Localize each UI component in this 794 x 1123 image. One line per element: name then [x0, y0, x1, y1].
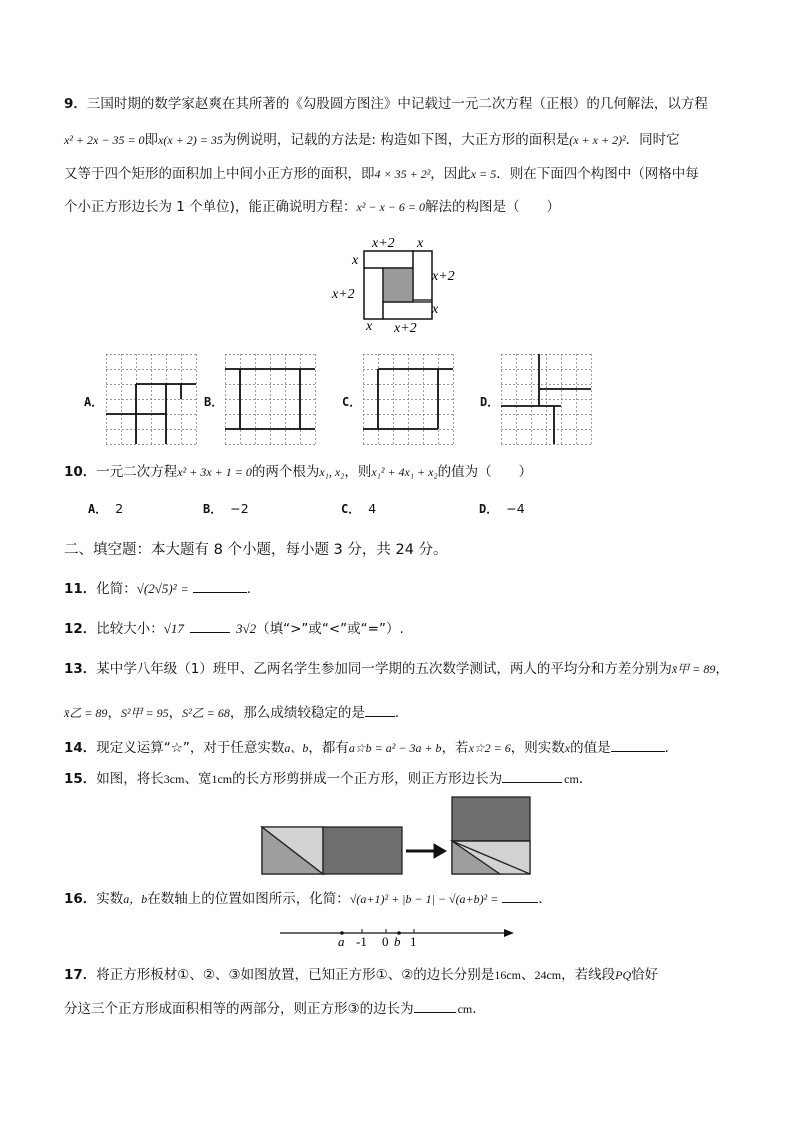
q16-expression: √(a+1)² + |b − 1| − √(a+b)² = [349, 892, 499, 906]
axis-label-a: a [338, 934, 345, 949]
q9-equation-2: x(x + 2) = 35 [158, 133, 223, 147]
q15-end: ． [578, 771, 593, 787]
q9-line4 [64, 197, 560, 217]
q17-segment: PQ [615, 968, 632, 982]
q9-big-square-area: (x + x + 2)² [569, 133, 626, 147]
q9-text-2c: ．同时它 [625, 132, 680, 148]
q15-text-c: 的长方形剪拼成一个正方形，则正方形边长为 [232, 771, 503, 787]
q9-zhao-shuang-figure [328, 232, 468, 336]
q9-equation: x² + 2x − 35 = 0 [64, 133, 145, 147]
fig-label-bottom2: x+2 [394, 321, 417, 336]
q17-unit: cm [457, 1002, 473, 1016]
q13-end: ． [394, 705, 409, 721]
q12-answer-blank[interactable] [190, 618, 230, 633]
q14-number: 14． [64, 740, 97, 756]
q10-option-b-label: B． [203, 502, 223, 516]
q9-option-b-label: B． [204, 395, 224, 409]
q9-option-d-grid [501, 354, 592, 445]
fig-label-left-top: x [352, 253, 359, 268]
q16-line [64, 888, 552, 909]
q15-unit: cm [564, 772, 579, 786]
q12-left-value: √17 [163, 621, 184, 636]
q9-text-1: 三国时期的数学家赵爽在其所著的《勾股圆方图注》中记载过一元二次方程（正根）的几何解法，以方程 [86, 96, 708, 112]
q10-text-c: ，则 [344, 464, 372, 480]
q9-option-c-label: C． [342, 395, 362, 409]
q11-line [64, 578, 260, 599]
q9-option-c-grid [363, 354, 454, 445]
q17-line1 [64, 965, 658, 985]
q16-number-line [278, 922, 518, 950]
q17-length-2: 24cm [534, 968, 562, 982]
q17-number: 17． [64, 967, 97, 983]
q14-text-b: ，都有 [308, 740, 349, 756]
q10-option-c [341, 500, 376, 517]
axis-arrow-icon [504, 929, 514, 937]
axis-label-minus-one: -1 [356, 934, 367, 949]
q10-option-b [203, 500, 249, 517]
q15-length: 3cm [163, 772, 185, 786]
q12-right-value: 3√2 [235, 621, 257, 636]
q11-text: 化简： [96, 581, 137, 597]
q15-line [64, 768, 592, 789]
q13-mean-jia: x̄甲 = 89 [671, 662, 716, 676]
q16-answer-blank[interactable] [502, 888, 538, 903]
q17-text-1c: 恰好 [631, 967, 659, 983]
q9-line1 [64, 94, 708, 114]
q12-text: 比较大小： [96, 621, 164, 637]
q15-text-b: 、宽 [184, 771, 212, 787]
q15-figure [260, 796, 534, 876]
q10-option-d-value: −4 [506, 501, 525, 516]
q14-definition: a☆b = a² − 3a + b [348, 741, 442, 755]
q17-end: ． [472, 1001, 486, 1017]
q10-line [64, 462, 532, 482]
q14-answer-blank[interactable] [611, 737, 665, 752]
q11-number: 11． [64, 581, 97, 597]
q10-option-a-value: 2 [115, 501, 124, 516]
q14-text-a: 现定义运算“☆”，对于任意实数 [96, 740, 285, 756]
q15-arrow-icon [406, 844, 446, 858]
q14-condition: x☆2 = 6 [468, 741, 511, 755]
q16-text-b: 在数轴上的位置如图所示，化简： [147, 891, 350, 907]
q9-text-2b: 为例说明，记载的方法是: 构造如下图，大正方形的面积是 [222, 132, 570, 148]
fig-label-top1: x+2 [372, 236, 395, 251]
axis-label-zero: 0 [382, 934, 389, 949]
q9-text-3b: ，因此 [430, 166, 471, 182]
q15-text-a: 如图，将长 [96, 771, 164, 787]
q9-text-4b: 解法的构图是（ ） [425, 199, 560, 215]
q15-rectangle [262, 827, 402, 874]
q11-end: ． [246, 581, 261, 597]
q9-line2 [64, 130, 680, 150]
q9-number: 9． [64, 96, 87, 112]
q10-option-d-label: D． [479, 502, 499, 516]
q14-vars: a、b [284, 741, 309, 755]
q16-end: ． [538, 891, 552, 907]
q17-text-2: 分这三个正方形成面积相等的两部分，则正方形③的边长为 [64, 1001, 414, 1017]
q16-vars: a，b [123, 892, 148, 906]
fig-label-left-bottom: x+2 [332, 287, 355, 302]
q17-text-1b: ，若线段 [561, 967, 616, 983]
q9-text-3c: ．则在下面四个构图中（网格中每 [496, 166, 699, 182]
axis-label-b: b [394, 934, 401, 949]
fig-label-right-bottom: x [432, 302, 439, 317]
q13-mean-yi: x̄乙 = 89 [64, 706, 108, 720]
q13-comma: ， [715, 661, 729, 677]
q13-text-1: 某中学八年级（1）班甲、乙两名学生参加同一学期的五次数学测试，两人的平均分和方差分别为 [96, 661, 672, 677]
q15-width: 1cm [211, 772, 233, 786]
q13-text-2: ，那么成绩较稳定的是 [229, 705, 365, 721]
q9-option-a-grid [106, 354, 197, 445]
q15-square [452, 797, 530, 874]
q11-equals: = [180, 582, 189, 596]
q9-option-b-grid [225, 354, 316, 445]
q9-option-d-label: D． [480, 395, 500, 409]
q10-option-d [479, 500, 525, 517]
fig-label-bottom1: x [366, 319, 373, 334]
q17-text-1: 将正方形板材①、②、③如图放置，已知正方形①、②的边长分别是 [96, 967, 495, 983]
q9-target-equation: x² − x − 6 = 0 [356, 200, 425, 214]
q9-text-3a: 又等于四个矩形的面积加上中间小正方形的面积，即 [64, 166, 375, 182]
q9-text-4a: 个小正方形边长为 1 个单位)，能正确说明方程： [64, 199, 357, 215]
q10-text-b: 的两个根为 [251, 464, 320, 480]
q13-number: 13． [64, 661, 97, 677]
q14-text-d: ，则实数 [510, 740, 565, 756]
q10-text-a: 一元二次方程 [96, 464, 178, 480]
q10-option-c-value: 4 [368, 501, 377, 516]
q14-line [64, 737, 678, 758]
q16-text-a: 实数 [96, 891, 124, 907]
q10-option-c-label: C． [341, 502, 361, 516]
q10-text-d: 的值为（ ） [437, 464, 533, 480]
q13-line2: x̄乙 = 89，S²甲 = 95，S²乙 = 68，那么成绩较稳定的是 ． [64, 702, 408, 723]
q13-answer-blank[interactable] [365, 702, 395, 717]
fig-label-right-top: x+2 [432, 269, 455, 284]
q17-line2 [64, 998, 486, 1019]
q14-end: ． [664, 740, 679, 756]
q12-hint: （填“>”或“<”或“=”）. [256, 621, 404, 637]
q10-number: 10． [64, 464, 97, 480]
q9-option-a-label: A． [84, 395, 104, 409]
q12-line [64, 618, 404, 639]
q17-answer-blank[interactable] [414, 998, 456, 1013]
section-heading-fill-in: 二、填空题：本大题有 8 个小题，每小题 3 分，共 24 分。 [64, 542, 448, 558]
q9-area-expr: 4 × 35 + 2² [374, 167, 431, 181]
q11-expression: √(2√5)² [136, 581, 177, 596]
fig-label-top2: x [417, 236, 424, 251]
q17-length-1: 16cm [494, 968, 521, 982]
q10-option-a-label: A． [88, 502, 108, 516]
q10-expression: x₁² + 4x₁ + x₂ [371, 465, 438, 479]
q12-number: 12． [64, 621, 97, 637]
q15-number: 15． [64, 771, 97, 787]
q10-equation: x² + 3x + 1 = 0 [177, 465, 252, 479]
q13-variance-yi: S²乙 = 68 [182, 706, 230, 720]
q17-separator: 、 [520, 967, 535, 983]
q13-variance-jia: S²甲 = 95 [120, 706, 169, 720]
q14-text-c: ，若 [441, 740, 469, 756]
q16-number: 16． [64, 891, 97, 907]
q9-text-2a: 即 [144, 132, 159, 148]
q10-roots: x₁, x₂ [319, 465, 345, 479]
axis-label-one: 1 [410, 934, 417, 949]
q15-answer-blank[interactable] [502, 768, 562, 783]
q10-option-a [88, 500, 123, 517]
q9-solution: x = 5 [470, 167, 497, 181]
q9-line3 [64, 164, 699, 184]
q11-answer-blank[interactable] [193, 578, 247, 593]
q10-option-b-value: −2 [230, 501, 249, 516]
q14-var: x [564, 741, 571, 755]
q13-line1 [64, 659, 729, 679]
q14-text-e: 的值是 [570, 740, 611, 756]
